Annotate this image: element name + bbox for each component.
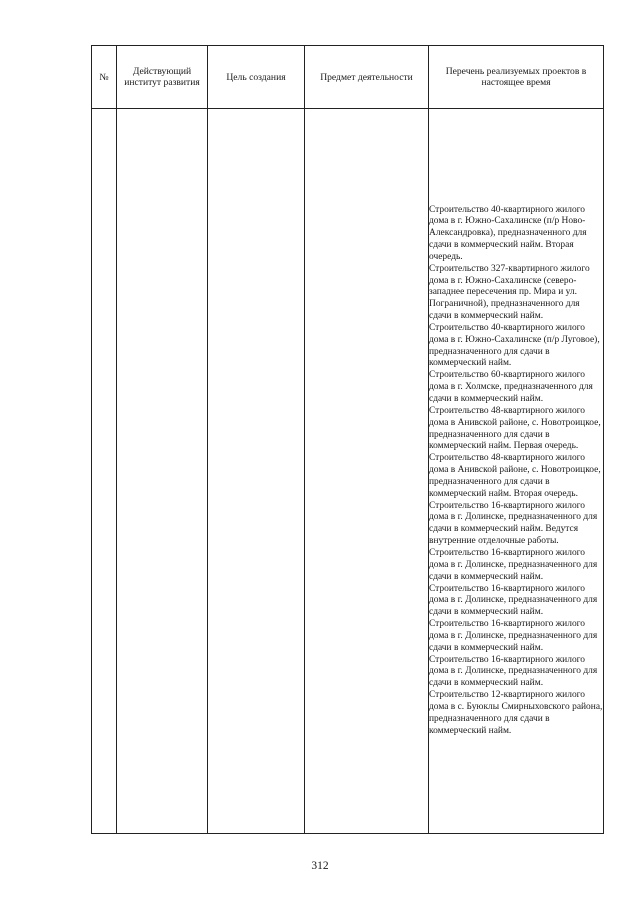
project-item: Строительство 16-квартирного жилого дома в г. Долинске, предназначенного для сдачи в коммерческий найм. [429,583,598,618]
page-number: 312 [311,860,329,872]
table-header-row [92,46,604,109]
table-row [92,109,604,834]
project-item: Строительство 40-квартирного жилого дома в г. Южно-Сахалинске (п/р Ново-Александровка), предназначенного для сдачи в коммерческий найм. Вторая очередь. [429,204,587,262]
project-item: Строительство 48-квартирного жилого дома в Анивской районе, с. Новотроицкое, предназначенного для сдачи в коммерческий найм. Первая очередь. [429,405,601,452]
project-item: Строительство 16-квартирного жилого дома в г. Долинске, предназначенного для сдачи в коммерческий найм. [429,619,598,653]
project-item: Строительство 48-квартирного жилого дома в Анивской районе, с. Новотроицкое, предназначенного для сдачи в коммерческий найм. Вторая очередь. [429,453,601,499]
header-institute: Действующий институт развития [117,46,208,109]
project-item: Строительство 16-квартирного жилого дома в г. Долинске, предназначенного для сдачи в коммерческий найм. [429,654,598,689]
cell-goal [208,109,305,834]
project-item: Строительство 40-квартирного жилого дома в г. Южно-Сахалинске (п/р Луговое), предназначенного для сдачи в коммерческий найм. [429,322,600,369]
cell-projects [429,109,604,834]
cell-institute [117,109,208,834]
project-item: Строительство 16-квартирного жилого дома в г. Долинске, предназначенного для сдачи в коммерческий найм. Ведутся внутренние отделочные работы. [429,500,598,547]
project-item: Строительство 16-квартирного жилого дома в г. Долинске, предназначенного для сдачи в коммерческий найм. [429,547,598,582]
cell-activity [305,109,429,834]
project-item: Строительство 12-квартирного жилого дома в с. Буюклы Смирныховского района, предназначенного для сдачи в коммерческий найм. [429,690,603,736]
project-item: Строительство 327-квартирного жилого дома в г. Южно-Сахалинске (северо-западнее пересечения пр. Мира и ул. Пограничной), предназначенного для сдачи в коммерческий найм. [429,263,590,322]
institutes-table [91,45,604,834]
header-projects: Перечень реализуемых проектов в настоящее время [429,46,604,109]
header-goal: Цель создания [208,46,305,109]
header-activity: Предмет деятельности [305,46,429,109]
header-number: № [92,46,117,109]
project-item: Строительство 60-квартирного жилого дома в г. Холмске, предназначенного для сдачи в коммерческий найм. [429,370,593,405]
cell-number [92,109,117,834]
